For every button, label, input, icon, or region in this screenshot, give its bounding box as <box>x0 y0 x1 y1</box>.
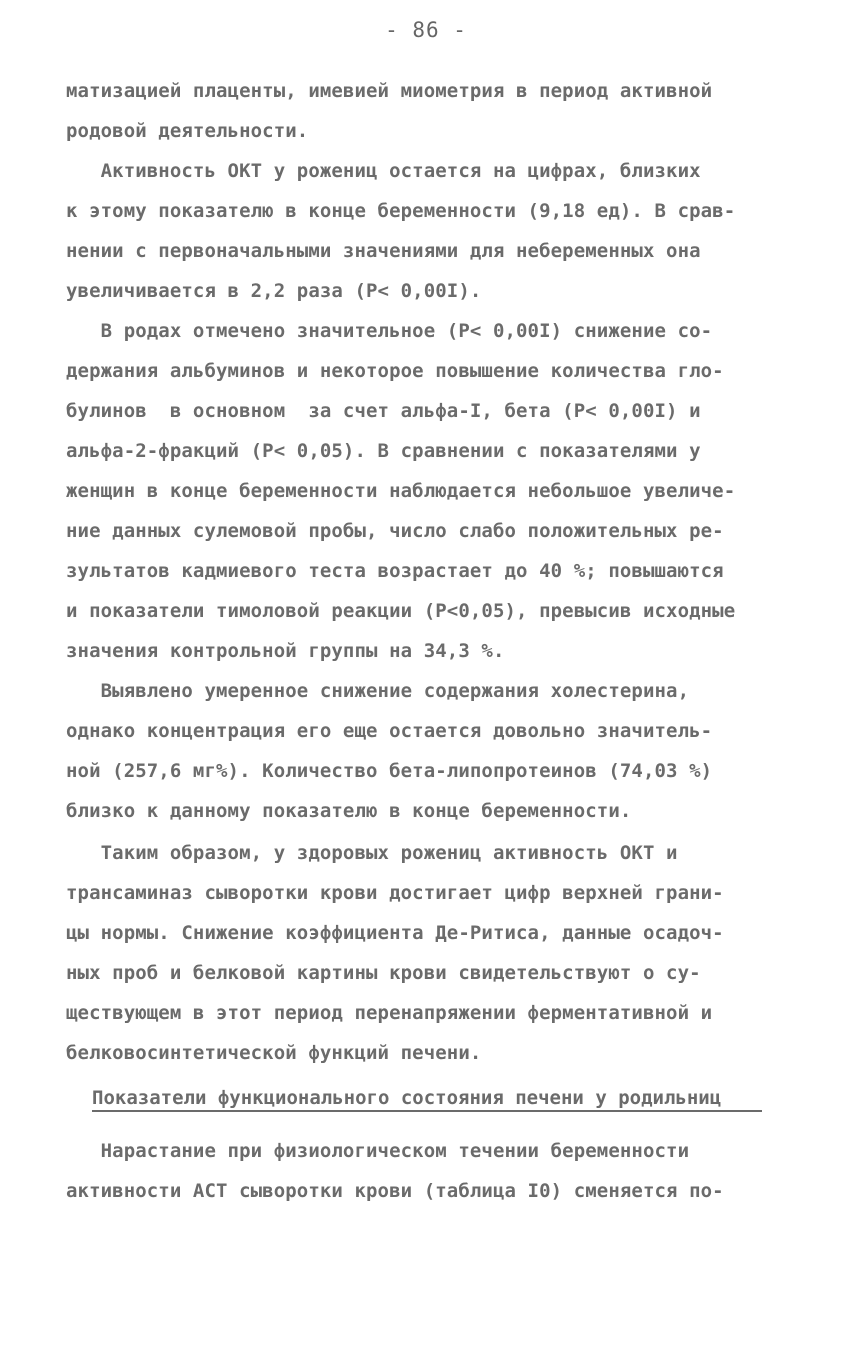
text-line: трансаминаз сыворотки крови достигает цифр верхней грани- <box>66 882 724 904</box>
text-line: держания альбуминов и некоторое повышение количества гло- <box>66 360 724 382</box>
text-line: близко к данному показателю в конце беременности. <box>66 800 632 822</box>
text-line: и показатели тимоловой реакции (Р<0,05), превысив исходные <box>66 600 736 622</box>
text-line: ной (257,6 мг%). Количество бета-липопротеинов (74,03 %) <box>66 760 713 782</box>
text-line: Активность ОКТ у рожениц остается на цифрах, близких <box>66 160 701 182</box>
text-line: Таким образом, у здоровых рожениц активность ОКТ и <box>66 842 678 864</box>
text-line: цы нормы. Снижение коэффициента Де-Ритиса, данные осадоч- <box>66 922 724 944</box>
text-line: ние данных сулемовой пробы, число слабо положительных ре- <box>66 520 724 542</box>
text-line: белковосинтетической функций печени. <box>66 1042 482 1064</box>
text-line: значения контрольной группы на 34,3 %. <box>66 640 505 662</box>
text-line: Выявлено умеренное снижение содержания холестерина, <box>66 680 690 702</box>
text-line: ществующем в этот период перенапряжении ферментативной и <box>66 1002 713 1024</box>
section-heading: Показатели функционального состояния печени у родильниц <box>92 1086 762 1112</box>
text-line: Нарастание при физиологическом течении беременности <box>66 1140 690 1162</box>
text-line: к этому показателю в конце беременности (9,18 ед). В срав- <box>66 200 736 222</box>
text-line: увеличивается в 2,2 раза (Р< 0,00I). <box>66 280 482 302</box>
text-line: зультатов кадмиевого теста возрастает до 40 %; повышаются <box>66 560 724 582</box>
text-line: женщин в конце беременности наблюдается небольшое увеличе- <box>66 480 736 502</box>
text-line: альфа-2-фракций (Р< 0,05). В сравнении с показателями у <box>66 440 701 462</box>
page-number: - 86 - <box>385 18 467 42</box>
text-line: В родах отмечено значительное (Р< 0,00I) снижение со- <box>66 320 713 342</box>
text-line: активности АСТ сыворотки крови (таблица I0) сменяется по- <box>66 1180 724 1202</box>
text-line: однако концентрация его еще остается довольно значитель- <box>66 720 713 742</box>
text-line: булинов в основном за счет альфа-I, бета (Р< 0,00I) и <box>66 400 701 422</box>
text-line: ных проб и белковой картины крови свидетельствуют о су- <box>66 962 701 984</box>
text-line: родовой деятельности. <box>66 120 309 142</box>
text-line: матизацией плаценты, имевией миометрия в период активной <box>66 80 713 102</box>
text-line: нении с первоначальными значениями для небеременных она <box>66 240 701 262</box>
